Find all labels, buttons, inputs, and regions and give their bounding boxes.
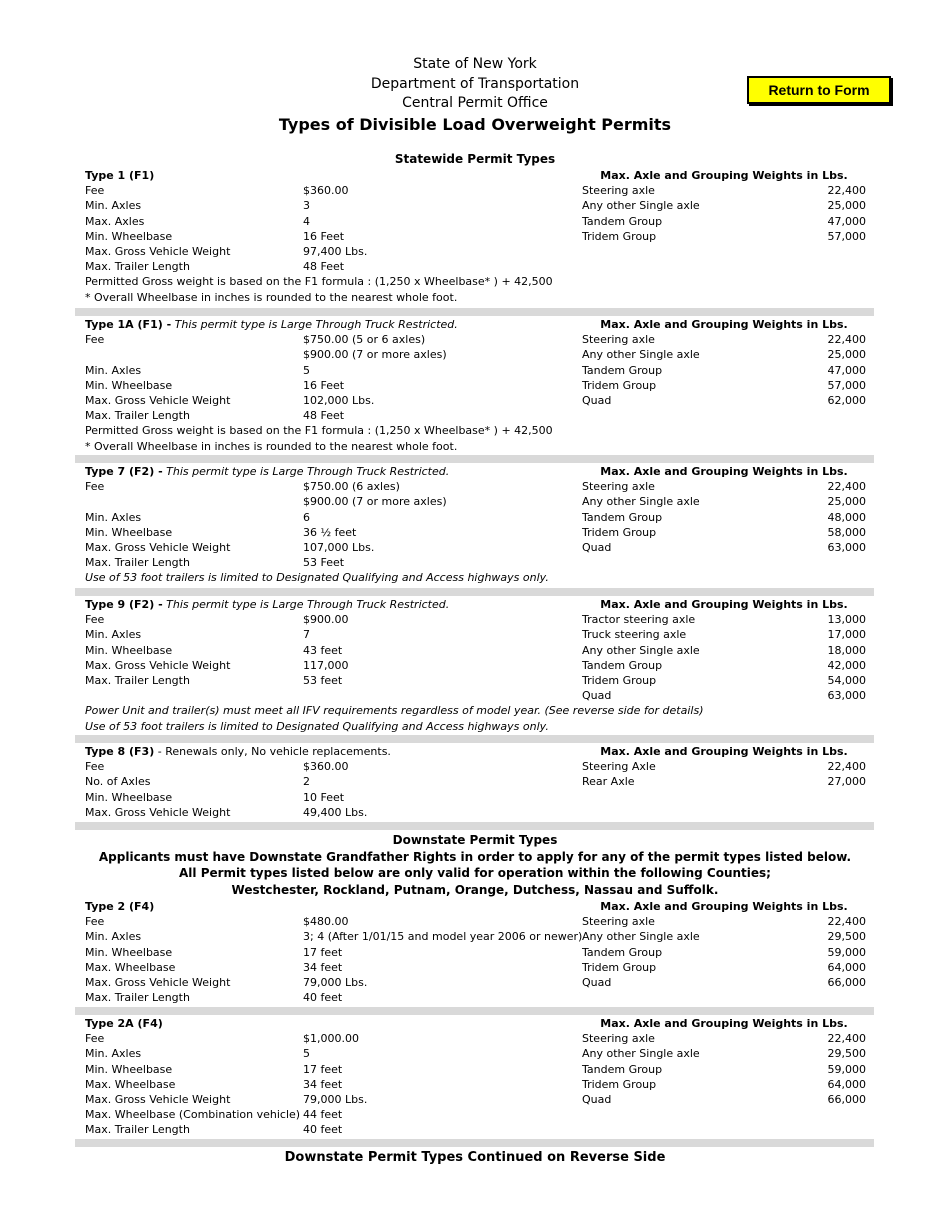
row-value: 36 ½ feet bbox=[303, 525, 357, 539]
axle-header: Max. Axle and Grouping Weights in Lbs. bbox=[600, 169, 848, 182]
row-label: Max. Wheelbase bbox=[85, 960, 176, 974]
renewal-note: - Renewals only, No vehicle replacements. bbox=[154, 745, 391, 758]
section-divider bbox=[75, 1139, 874, 1147]
row-label: Max. Gross Vehicle Weight bbox=[85, 393, 231, 407]
axle-label: Quad bbox=[582, 689, 612, 703]
formula-note: Permitted Gross weight is based on the F1 formula : (1,250 x Wheelbase* ) + 42,500 bbox=[85, 275, 553, 289]
axle-label: Any other Single axle bbox=[582, 930, 700, 944]
row-value: 48 Feet bbox=[303, 260, 345, 274]
row-label: Min. Wheelbase bbox=[85, 525, 173, 539]
downstate-counties: Westchester, Rockland, Putnam, Orange, Dutchess, Nassau and Suffolk. bbox=[231, 882, 719, 897]
axle-header: Max. Axle and Grouping Weights in Lbs. bbox=[600, 465, 848, 478]
axle-label: Tractor steering axle bbox=[582, 613, 696, 627]
row-label: No. of Axles bbox=[85, 775, 151, 789]
axle-label: Tridem Group bbox=[582, 673, 657, 687]
restriction-note: This permit type is Large Through Truck Restricted. bbox=[166, 465, 450, 478]
row-value: 16 Feet bbox=[303, 229, 345, 243]
axle-label: Any other Single axle bbox=[582, 1047, 700, 1061]
row-label: Max. Trailer Length bbox=[85, 1123, 190, 1137]
permit-type-7 bbox=[85, 464, 866, 586]
row-label: Fee bbox=[85, 184, 105, 198]
trailer-note: Use of 53 foot trailers is limited to Designated Qualifying and Access highways only. bbox=[85, 571, 549, 585]
row-label: Min. Wheelbase bbox=[85, 945, 173, 959]
axle-header: Max. Axle and Grouping Weights in Lbs. bbox=[600, 598, 848, 611]
axle-label: Tandem Group bbox=[582, 945, 663, 959]
row-value: $900.00 bbox=[303, 613, 349, 627]
axle-value: 64,000 bbox=[827, 1077, 866, 1091]
row-value: 43 feet bbox=[303, 643, 343, 657]
permit-type-2 bbox=[85, 899, 866, 1005]
row-label: Min. Wheelbase bbox=[85, 790, 173, 804]
row-value: 79,000 Lbs. bbox=[303, 975, 368, 989]
axle-value: 29,500 bbox=[827, 930, 866, 944]
row-value: 5 bbox=[303, 363, 310, 377]
row-value: 102,000 Lbs. bbox=[303, 393, 375, 407]
downstate-requirement: Applicants must have Downstate Grandfather Rights in order to apply for any of the permit types listed below. bbox=[98, 849, 852, 864]
row-value: 53 Feet bbox=[303, 556, 345, 570]
row-value: 44 feet bbox=[303, 1108, 343, 1122]
downstate-validity: All Permit types listed below are only valid for operation within the following Counties; bbox=[179, 866, 771, 880]
section-divider bbox=[75, 822, 874, 830]
axle-label: Any other Single axle bbox=[582, 199, 700, 213]
axle-value: 66,000 bbox=[827, 1092, 866, 1106]
row-label: Max. Axles bbox=[85, 214, 145, 228]
section-divider bbox=[75, 308, 874, 316]
axle-value: 47,000 bbox=[827, 214, 866, 228]
row-value: 7 bbox=[303, 628, 310, 642]
row-label: Fee bbox=[85, 613, 105, 627]
axle-value: 22,400 bbox=[827, 480, 866, 494]
row-label: Min. Axles bbox=[85, 510, 142, 524]
row-value: 34 feet bbox=[303, 960, 343, 974]
return-to-form-button[interactable]: Return to Form bbox=[747, 76, 891, 104]
row-label: Min. Axles bbox=[85, 199, 142, 213]
axle-value: 27,000 bbox=[827, 775, 866, 789]
axle-label: Tridem Group bbox=[582, 960, 657, 974]
row-label: Max. Trailer Length bbox=[85, 260, 190, 274]
row-value: $480.00 bbox=[303, 915, 349, 929]
row-label: Min. Axles bbox=[85, 628, 142, 642]
row-label: Min. Axles bbox=[85, 930, 142, 944]
axle-value: 58,000 bbox=[827, 525, 866, 539]
row-value: 117,000 bbox=[303, 658, 349, 672]
row-label: Fee bbox=[85, 480, 105, 494]
row-value: 6 bbox=[303, 510, 310, 524]
row-label: Fee bbox=[85, 760, 105, 774]
row-value: $360.00 bbox=[303, 184, 349, 198]
section-divider bbox=[75, 1007, 874, 1015]
axle-label: Tridem Group bbox=[582, 1077, 657, 1091]
restriction-note: This permit type is Large Through Truck Restricted. bbox=[174, 318, 458, 331]
axle-value: 22,400 bbox=[827, 760, 866, 774]
axle-value: 47,000 bbox=[827, 363, 866, 377]
axle-value: 64,000 bbox=[827, 960, 866, 974]
row-label: Min. Axles bbox=[85, 363, 142, 377]
axle-value: 22,400 bbox=[827, 184, 866, 198]
axle-value: 29,500 bbox=[827, 1047, 866, 1061]
restriction-note: This permit type is Large Through Truck Restricted. bbox=[166, 598, 450, 611]
axle-value: 22,400 bbox=[827, 333, 866, 347]
row-label: Max. Trailer Length bbox=[85, 556, 190, 570]
axle-label: Any other Single axle bbox=[582, 348, 700, 362]
row-label: Min. Wheelbase bbox=[85, 643, 173, 657]
axle-label: Quad bbox=[582, 1092, 612, 1106]
permit-name: Type 2A (F4) bbox=[85, 1017, 163, 1030]
row-label: Max. Gross Vehicle Weight bbox=[85, 658, 231, 672]
row-label: Min. Wheelbase bbox=[85, 229, 173, 243]
row-label: Max. Trailer Length bbox=[85, 673, 190, 687]
row-value: 17 feet bbox=[303, 945, 343, 959]
axle-label: Quad bbox=[582, 393, 612, 407]
row-value: $900.00 (7 or more axles) bbox=[303, 348, 447, 362]
row-label: Fee bbox=[85, 333, 105, 347]
permit-type-9 bbox=[85, 597, 866, 734]
statewide-title: Statewide Permit Types bbox=[394, 152, 556, 166]
row-label: Max. Trailer Length bbox=[85, 991, 190, 1005]
axle-value: 59,000 bbox=[827, 1062, 866, 1076]
row-label: Min. Axles bbox=[85, 1047, 142, 1061]
permit-name: Type 1A (F1) - This permit type is Large Through Truck Restricted. bbox=[85, 318, 458, 331]
row-value: 2 bbox=[303, 775, 310, 789]
continued-footer: Downstate Permit Types Continued on Reverse Side bbox=[284, 1150, 666, 1165]
row-label: Max. Wheelbase bbox=[85, 1077, 176, 1091]
row-value: $900.00 (7 or more axles) bbox=[303, 495, 447, 509]
axle-value: 63,000 bbox=[827, 689, 866, 703]
axle-label: Tridem Group bbox=[582, 378, 657, 392]
row-value: 16 Feet bbox=[303, 378, 345, 392]
permit-type-8 bbox=[85, 744, 866, 820]
axle-label: Tandem Group bbox=[582, 658, 663, 672]
axle-value: 59,000 bbox=[827, 945, 866, 959]
axle-label: Tandem Group bbox=[582, 214, 663, 228]
department-name: Department of Transportation bbox=[370, 76, 580, 92]
axle-label: Any other Single axle bbox=[582, 643, 700, 657]
row-label: Max. Gross Vehicle Weight bbox=[85, 805, 231, 819]
axle-label: Rear Axle bbox=[582, 775, 635, 789]
row-value: 53 feet bbox=[303, 673, 343, 687]
axle-label: Truck steering axle bbox=[582, 628, 687, 642]
wheelbase-note: * Overall Wheelbase in inches is rounded to the nearest whole foot. bbox=[85, 290, 458, 304]
axle-value: 17,000 bbox=[827, 628, 866, 642]
permit-type-1 bbox=[85, 168, 866, 305]
axle-label: Tandem Group bbox=[582, 363, 663, 377]
row-value: 79,000 Lbs. bbox=[303, 1092, 368, 1106]
row-value: 17 feet bbox=[303, 1062, 343, 1076]
row-label: Max. Gross Vehicle Weight bbox=[85, 540, 231, 554]
axle-value: 22,400 bbox=[827, 915, 866, 929]
downstate-title: Downstate Permit Types bbox=[392, 833, 558, 847]
row-label: Min. Wheelbase bbox=[85, 378, 173, 392]
axle-label: Steering axle bbox=[582, 480, 655, 494]
row-value: 97,400 Lbs. bbox=[303, 244, 368, 258]
axle-label: Tandem Group bbox=[582, 510, 663, 524]
axle-label: Quad bbox=[582, 975, 612, 989]
row-value: 40 feet bbox=[303, 1123, 343, 1137]
wheelbase-note: * Overall Wheelbase in inches is rounded to the nearest whole foot. bbox=[85, 439, 458, 453]
row-value: 107,000 Lbs. bbox=[303, 540, 375, 554]
axle-value: 42,000 bbox=[827, 658, 866, 672]
row-value: 5 bbox=[303, 1047, 310, 1061]
axle-value: 22,400 bbox=[827, 1032, 866, 1046]
permit-type-2a bbox=[85, 1016, 866, 1138]
state-name: State of New York bbox=[413, 56, 537, 72]
office-name: Central Permit Office bbox=[402, 95, 548, 111]
axle-label: Steering axle bbox=[582, 333, 655, 347]
row-value: 48 Feet bbox=[303, 409, 345, 423]
axle-value: 13,000 bbox=[827, 613, 866, 627]
row-value: $1,000.00 bbox=[303, 1032, 359, 1046]
downstate-heading bbox=[0, 832, 950, 898]
axle-label: Steering axle bbox=[582, 1032, 655, 1046]
axle-label: Tridem Group bbox=[582, 525, 657, 539]
axle-label: Steering axle bbox=[582, 184, 655, 198]
row-value: 3; 4 (After 1/01/15 and model year 2006 or newer) bbox=[303, 930, 583, 944]
axle-label: Any other Single axle bbox=[582, 495, 700, 509]
row-value: $750.00 (5 or 6 axles) bbox=[303, 333, 426, 347]
axle-header: Max. Axle and Grouping Weights in Lbs. bbox=[600, 318, 848, 331]
axle-value: 54,000 bbox=[827, 673, 866, 687]
axle-header: Max. Axle and Grouping Weights in Lbs. bbox=[600, 1017, 848, 1030]
permit-name: Type 9 (F2) - This permit type is Large Through Truck Restricted. bbox=[85, 598, 450, 611]
axle-value: 25,000 bbox=[827, 348, 866, 362]
axle-label: Tridem Group bbox=[582, 229, 657, 243]
axle-value: 57,000 bbox=[827, 229, 866, 243]
permit-name: Type 8 (F3) - Renewals only, No vehicle replacements. bbox=[85, 745, 391, 758]
axle-value: 62,000 bbox=[827, 393, 866, 407]
page-title: Types of Divisible Load Overweight Permits bbox=[278, 115, 672, 134]
formula-note: Permitted Gross weight is based on the F1 formula : (1,250 x Wheelbase* ) + 42,500 bbox=[85, 424, 553, 438]
section-divider bbox=[75, 455, 874, 463]
row-value: 49,400 Lbs. bbox=[303, 805, 368, 819]
row-value: $360.00 bbox=[303, 760, 349, 774]
ifv-note: Power Unit and trailer(s) must meet all IFV requirements regardless of model year. (See reverse side for details) bbox=[85, 704, 704, 718]
permit-name: Type 2 (F4) bbox=[85, 900, 155, 913]
row-label: Fee bbox=[85, 915, 105, 929]
axle-label: Steering axle bbox=[582, 915, 655, 929]
axle-value: 66,000 bbox=[827, 975, 866, 989]
axle-value: 18,000 bbox=[827, 643, 866, 657]
section-divider bbox=[75, 735, 874, 743]
axle-label: Steering Axle bbox=[582, 760, 656, 774]
row-label: Max. Gross Vehicle Weight bbox=[85, 975, 231, 989]
permit-type-1a bbox=[85, 317, 866, 454]
permit-name: Type 7 (F2) - This permit type is Large Through Truck Restricted. bbox=[85, 465, 450, 478]
section-divider bbox=[75, 588, 874, 596]
row-value: $750.00 (6 axles) bbox=[303, 480, 400, 494]
row-label: Min. Wheelbase bbox=[85, 1062, 173, 1076]
axle-value: 63,000 bbox=[827, 540, 866, 554]
row-label: Max. Trailer Length bbox=[85, 409, 190, 423]
row-value: 4 bbox=[303, 214, 310, 228]
row-label: Max. Wheelbase (Combination vehicle) bbox=[85, 1108, 301, 1122]
axle-header: Max. Axle and Grouping Weights in Lbs. bbox=[600, 745, 848, 758]
row-label: Max. Gross Vehicle Weight bbox=[85, 1092, 231, 1106]
row-value: 3 bbox=[303, 199, 310, 213]
row-value: 10 Feet bbox=[303, 790, 345, 804]
permit-name: Type 1 (F1) bbox=[85, 169, 155, 182]
trailer-note: Use of 53 foot trailers is limited to Designated Qualifying and Access highways only. bbox=[85, 719, 549, 733]
axle-value: 48,000 bbox=[827, 510, 866, 524]
axle-value: 25,000 bbox=[827, 495, 866, 509]
axle-value: 57,000 bbox=[827, 378, 866, 392]
axle-label: Tandem Group bbox=[582, 1062, 663, 1076]
row-label: Max. Gross Vehicle Weight bbox=[85, 244, 231, 258]
row-value: 34 feet bbox=[303, 1077, 343, 1091]
axle-label: Quad bbox=[582, 540, 612, 554]
axle-header: Max. Axle and Grouping Weights in Lbs. bbox=[600, 900, 848, 913]
axle-value: 25,000 bbox=[827, 199, 866, 213]
row-label: Fee bbox=[85, 1032, 105, 1046]
row-value: 40 feet bbox=[303, 991, 343, 1005]
